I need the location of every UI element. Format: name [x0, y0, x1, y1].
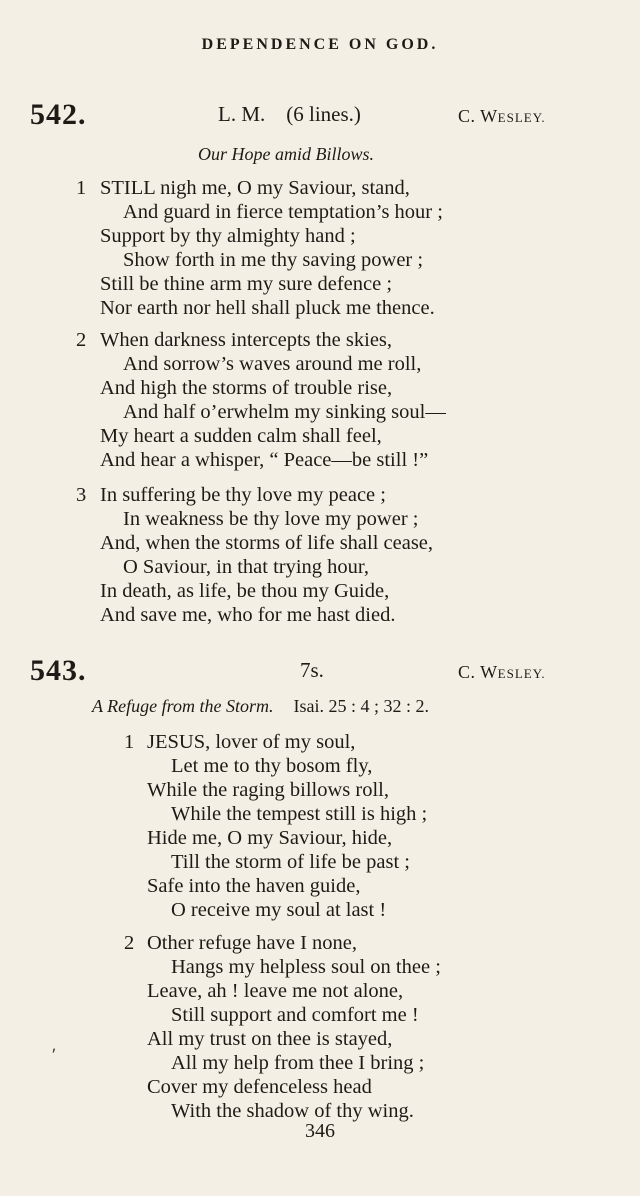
- verse-line: And hear a whisper, “ Peace—be still !”: [100, 449, 429, 471]
- verse-line: My heart a sudden calm shall feel,: [100, 425, 382, 447]
- hymn-title: A Refuge from the Storm.: [92, 696, 274, 716]
- stanza-number: 1: [76, 177, 87, 199]
- stanza-number: 1: [124, 731, 135, 753]
- scripture-reference: Isai. 25 : 4 ; 32 : 2.: [293, 696, 429, 716]
- verse-line: STILL nigh me, O my Saviour, stand,: [100, 177, 410, 199]
- verse-line: Safe into the haven guide,: [147, 875, 361, 897]
- verse-line: All my help from thee I bring ;: [171, 1052, 425, 1074]
- verse-line: Hangs my helpless soul on thee ;: [171, 956, 441, 978]
- hymn-543-title: [92, 696, 429, 717]
- verse-line: In death, as life, be thou my Guide,: [100, 580, 390, 602]
- verse-line: Till the storm of life be past ;: [171, 851, 410, 873]
- hymn-meter: L. M. (6 lines.): [218, 102, 361, 126]
- hymn-author: [458, 662, 546, 683]
- verse-line: Nor earth nor hell shall pluck me thence.: [100, 297, 435, 319]
- hymn-author: [458, 106, 546, 127]
- stanza-number: 3: [76, 484, 87, 506]
- verse-line: JESUS, lover of my soul,: [147, 731, 356, 753]
- margin-mark-icon: ⸴: [52, 1040, 57, 1057]
- hymn-meter: 7s.: [300, 658, 324, 682]
- verse-line: While the raging billows roll,: [147, 779, 389, 801]
- page-number: 346: [305, 1120, 335, 1142]
- verse-line: Other refuge have I none,: [147, 932, 358, 954]
- verse-line: Let me to thy bosom fly,: [171, 755, 373, 777]
- stanza-number: 2: [76, 329, 87, 351]
- verse-line: Still support and comfort me !: [171, 1004, 419, 1026]
- verse-line: And sorrow’s waves around me roll,: [123, 353, 422, 375]
- author-initial: C. W: [458, 106, 498, 126]
- verse-line: And half o’erwhelm my sinking soul—: [123, 401, 446, 423]
- hymn-542-header: [0, 98, 640, 138]
- verse-line: O receive my soul at last !: [171, 899, 387, 921]
- verse-line: O Saviour, in that trying hour,: [123, 556, 370, 578]
- verse-line: Hide me, O my Saviour, hide,: [147, 827, 393, 849]
- verse-line: In weakness be thy love my power ;: [123, 508, 419, 530]
- author-initial: C. W: [458, 662, 498, 682]
- author-rest: ESLEY.: [497, 110, 546, 125]
- verse-line: Show forth in me thy saving power ;: [123, 249, 424, 271]
- verse-line: Still be thine arm my sure defence ;: [100, 273, 393, 295]
- verse-line: And guard in fierce temptation’s hour ;: [123, 201, 443, 223]
- author-rest: ESLEY.: [497, 666, 546, 681]
- verse-line: In suffering be thy love my peace ;: [100, 484, 386, 506]
- verse-line: And, when the storms of life shall cease,: [100, 532, 434, 554]
- verse-line: All my trust on thee is stayed,: [147, 1028, 393, 1050]
- verse-line: And save me, who for me hast died.: [100, 604, 396, 626]
- verse-line: Leave, ah ! leave me not alone,: [147, 980, 404, 1002]
- verse-line: With the shadow of thy wing.: [171, 1100, 414, 1122]
- hymn-number: 543.: [30, 654, 87, 687]
- verse-line: Support by thy almighty hand ;: [100, 225, 356, 247]
- hymn-542-title: Our Hope amid Billows.: [198, 144, 375, 164]
- verse-line: And high the storms of trouble rise,: [100, 377, 393, 399]
- running-head: DEPENDENCE ON GOD.: [201, 36, 439, 53]
- hymn-number: 542.: [30, 98, 87, 131]
- stanza-number: 2: [124, 932, 135, 954]
- hymn-543-header: [0, 654, 640, 694]
- verse-line: When darkness intercepts the skies,: [100, 329, 393, 351]
- verse-line: While the tempest still is high ;: [171, 803, 428, 825]
- verse-line: Cover my defenceless head: [147, 1076, 372, 1098]
